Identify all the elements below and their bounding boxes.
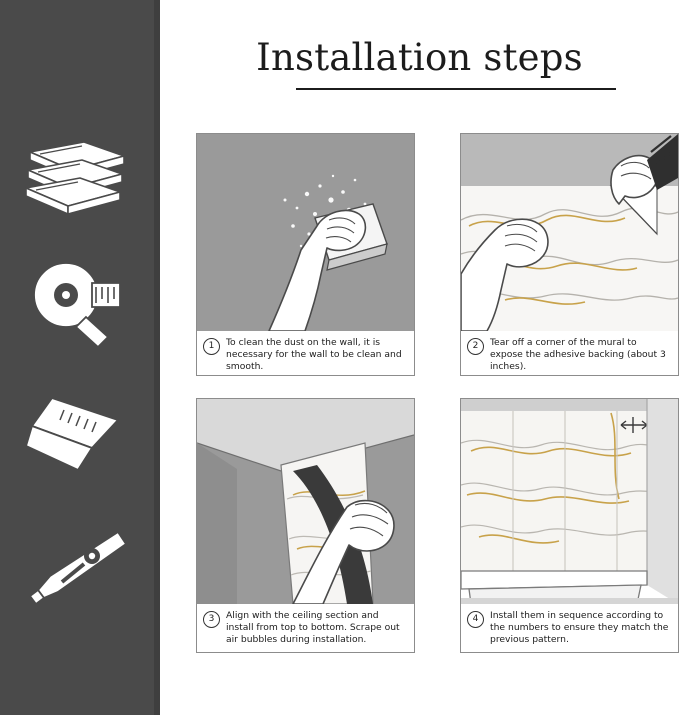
step-1-text: To clean the dust on the wall, it is necessary for the wall to be clean and smooth. xyxy=(226,337,402,373)
scraper-icon xyxy=(0,390,154,500)
step-4-text: Install them in sequence according to the numbers to ensure they match the previous pattern. xyxy=(490,610,669,646)
step-2-number: 2 xyxy=(467,338,484,355)
folded-towels-icon xyxy=(0,130,154,240)
step-4-number: 4 xyxy=(467,611,484,628)
utility-knife-icon xyxy=(0,520,154,630)
tool-rail xyxy=(0,0,160,715)
step-card-3 xyxy=(196,398,415,653)
rail-edge-divider xyxy=(154,0,160,715)
page-title: Installation steps xyxy=(256,36,583,79)
step-4-caption xyxy=(461,604,678,652)
step-4-illustration xyxy=(461,399,678,604)
step-card-1 xyxy=(196,133,415,376)
step-2-caption xyxy=(461,331,678,379)
step-2-text: Tear off a corner of the mural to expose the adhesive backing (about 3 inches). xyxy=(490,337,666,373)
step-card-4 xyxy=(460,398,679,653)
title-underline xyxy=(296,88,616,90)
steps-grid xyxy=(196,133,669,653)
step-card-2 xyxy=(460,133,679,376)
step-3-caption xyxy=(197,604,414,652)
step-3-number: 3 xyxy=(203,611,220,628)
tape-measure-icon xyxy=(0,255,154,365)
step-1-number: 1 xyxy=(203,338,220,355)
step-3-text: Align with the ceiling section and install from top to bottom. Scrape out air bubbles during installation. xyxy=(226,610,400,646)
step-1-caption xyxy=(197,331,414,379)
step-2-illustration xyxy=(461,134,678,331)
step-1-illustration xyxy=(197,134,414,331)
step-3-illustration xyxy=(197,399,414,604)
